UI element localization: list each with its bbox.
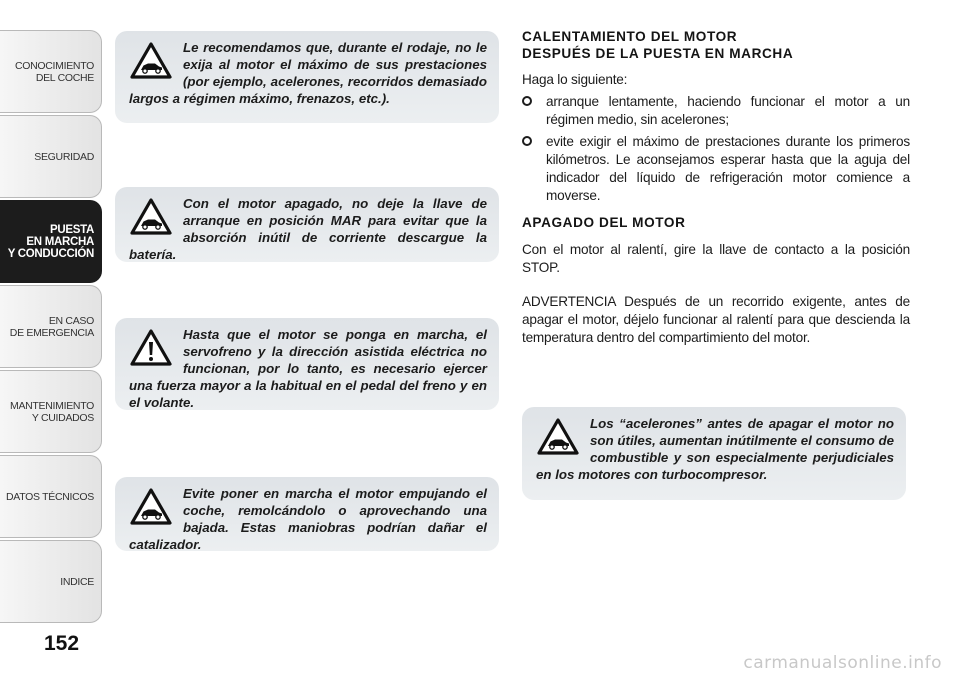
warning-note-text: Evite poner en marcha el motor empujando el coche, remolcándolo o aprovechando una bajada. Estas maniobras podrían dañar el catalizador. — [129, 486, 487, 552]
car-warning-icon — [129, 197, 173, 237]
warning-note-rodaje — [115, 31, 499, 123]
bullet-circle-icon — [522, 96, 532, 106]
watermark: carmanualsonline.info — [743, 653, 942, 673]
section-heading: APAGADO DEL MOTOR — [522, 215, 686, 230]
list-item: arranque lentamente, haciendo funcionar el motor a un régimen medio, sin acelerones; — [522, 93, 910, 129]
tab-conocimiento-del-coche[interactable]: CONOCIMIENTO DEL COCHE — [0, 30, 102, 113]
warning-note-servofreno — [115, 318, 499, 410]
section-apagado — [522, 214, 910, 347]
paragraph: Con el motor al ralentí, gire la llave de contacto a la posición STOP. — [522, 242, 910, 275]
page-number: 152 — [44, 632, 80, 655]
warning-note-text: Los “acelerones” antes de apagar el motor no son útiles, aumentan inútilmente el consumo de combustible y son especialmente perjudiciales en los motores con turbocompresor. — [536, 416, 894, 482]
section-intro: Haga lo siguiente: — [522, 72, 628, 87]
car-warning-icon — [536, 417, 580, 457]
section-heading: CALENTAMIENTO DEL MOTOR DESPUÉS DE LA PUESTA EN MARCHA — [522, 29, 794, 61]
list-item: evite exigir el máximo de prestaciones durante los primeros kilómetros. Le aconsejamos esperar hasta que la aguja del indicador del líquido de refrigeración motor comience a moverse. — [522, 133, 910, 205]
tab-indice[interactable]: INDICE — [0, 540, 102, 623]
exclamation-warning-icon — [129, 328, 173, 368]
tab-seguridad[interactable]: SEGURIDAD — [0, 115, 102, 198]
warning-note-catalizador — [115, 477, 499, 551]
warning-note-text: Le recomendamos que, durante el rodaje, no le exija al motor el máximo de sus prestaciones (por ejemplo, acelerones, recorridos demasiado largos a régimen máximo, frenazos, etc.). — [129, 40, 487, 106]
warning-note-acelerones — [522, 407, 906, 500]
tab-puesta-en-marcha[interactable]: PUESTA EN MARCHA Y CONDUCCIÓN — [0, 200, 102, 283]
car-warning-icon — [129, 41, 173, 81]
paragraph-advertencia: ADVERTENCIA Después de un recorrido exigente, antes de apagar el motor, déjelo funcionar al ralentí para que descienda la temperatura dentro del compartimiento del motor. — [522, 294, 910, 345]
tab-mantenimiento[interactable]: MANTENIMIENTO Y CUIDADOS — [0, 370, 102, 453]
bullet-circle-icon — [522, 136, 532, 146]
warning-note-text: Con el motor apagado, no deje la llave de arranque en posición MAR para evitar que la absorción inútil de corriente descargue la batería. — [129, 196, 487, 262]
chapter-tabs — [0, 30, 102, 625]
car-warning-icon — [129, 487, 173, 527]
tab-en-caso-de-emergencia[interactable]: EN CASO DE EMERGENCIA — [0, 285, 102, 368]
tab-datos-tecnicos[interactable]: DATOS TÉCNICOS — [0, 455, 102, 538]
warning-note-text: Hasta que el motor se ponga en marcha, el servofreno y la dirección asistida eléctrica no funcionan, por lo tanto, es necesario ejercer una fuerza mayor a la habitual en el pedal del freno y en el volante. — [129, 327, 487, 410]
warning-note-llave — [115, 187, 499, 262]
section-calentamiento — [522, 28, 910, 205]
